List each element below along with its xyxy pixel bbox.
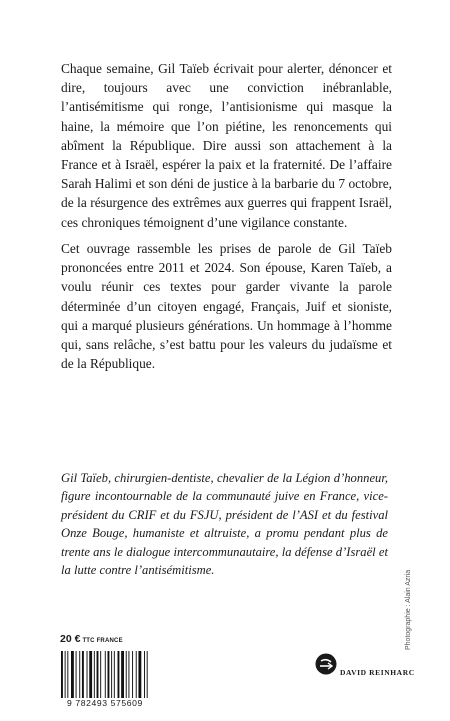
photo-credit: Photographie : Alain Azria <box>405 569 412 650</box>
summary-paragraph-1: Chaque semaine, Gil Taïeb écrivait pour alerter, dénoncer et dire, toujours avec une conviction inébranlable, l’antisémitisme qui ronge, l’antisionisme qui masque la haine, la mémoire que l’on piétine, les renoncements qui abîment la République. Dire aussi son attachement à la France et à Israël, espérer la paix et la fraternité. De l’affaire Sarah Halimi et son déni de justice à la barbarie du 7 octobre, de la résurgence des extrêmes aux guerres qui frappent Israël, ces chroniques témoignent d’une vigilance constante. <box>61 61 392 230</box>
price-value: 20 € <box>60 633 81 645</box>
author-bio: Gil Taïeb, chirurgien-dentiste, chevalier de la Légion d’honneur, figure incontournable de la communauté juive en France, vice-président du CRIF et du FSJU, président de l’ASI et du festival Onze Bouge, humaniste et altruiste, a promu pendant plus de trente ans le dialogue intercommunautaire, la défense d’Israël et la lutte contre l’antisémitisme. <box>61 471 388 578</box>
isbn-number: 9 782493 575609 <box>58 698 152 709</box>
price-tag <box>60 633 123 645</box>
publisher-name: DAVID REINHARC <box>340 668 415 677</box>
publisher-logo-icon <box>315 653 337 680</box>
summary-paragraph-2: Cet ouvrage rassemble les prises de parole de Gil Taïeb prononcées entre 2011 et 2024. Son épouse, Karen Taïeb, a voulu réunir ces textes pour garder vivante la parole déterminée d’un citoyen engagé, Français, Juif et sioniste, qui a marqué plusieurs générations. Un hommage à l’homme qui, sans relâche, s’est battu pour les valeurs du judaïsme et de la République. <box>61 241 392 372</box>
price-note: TTC FRANCE <box>82 638 123 644</box>
